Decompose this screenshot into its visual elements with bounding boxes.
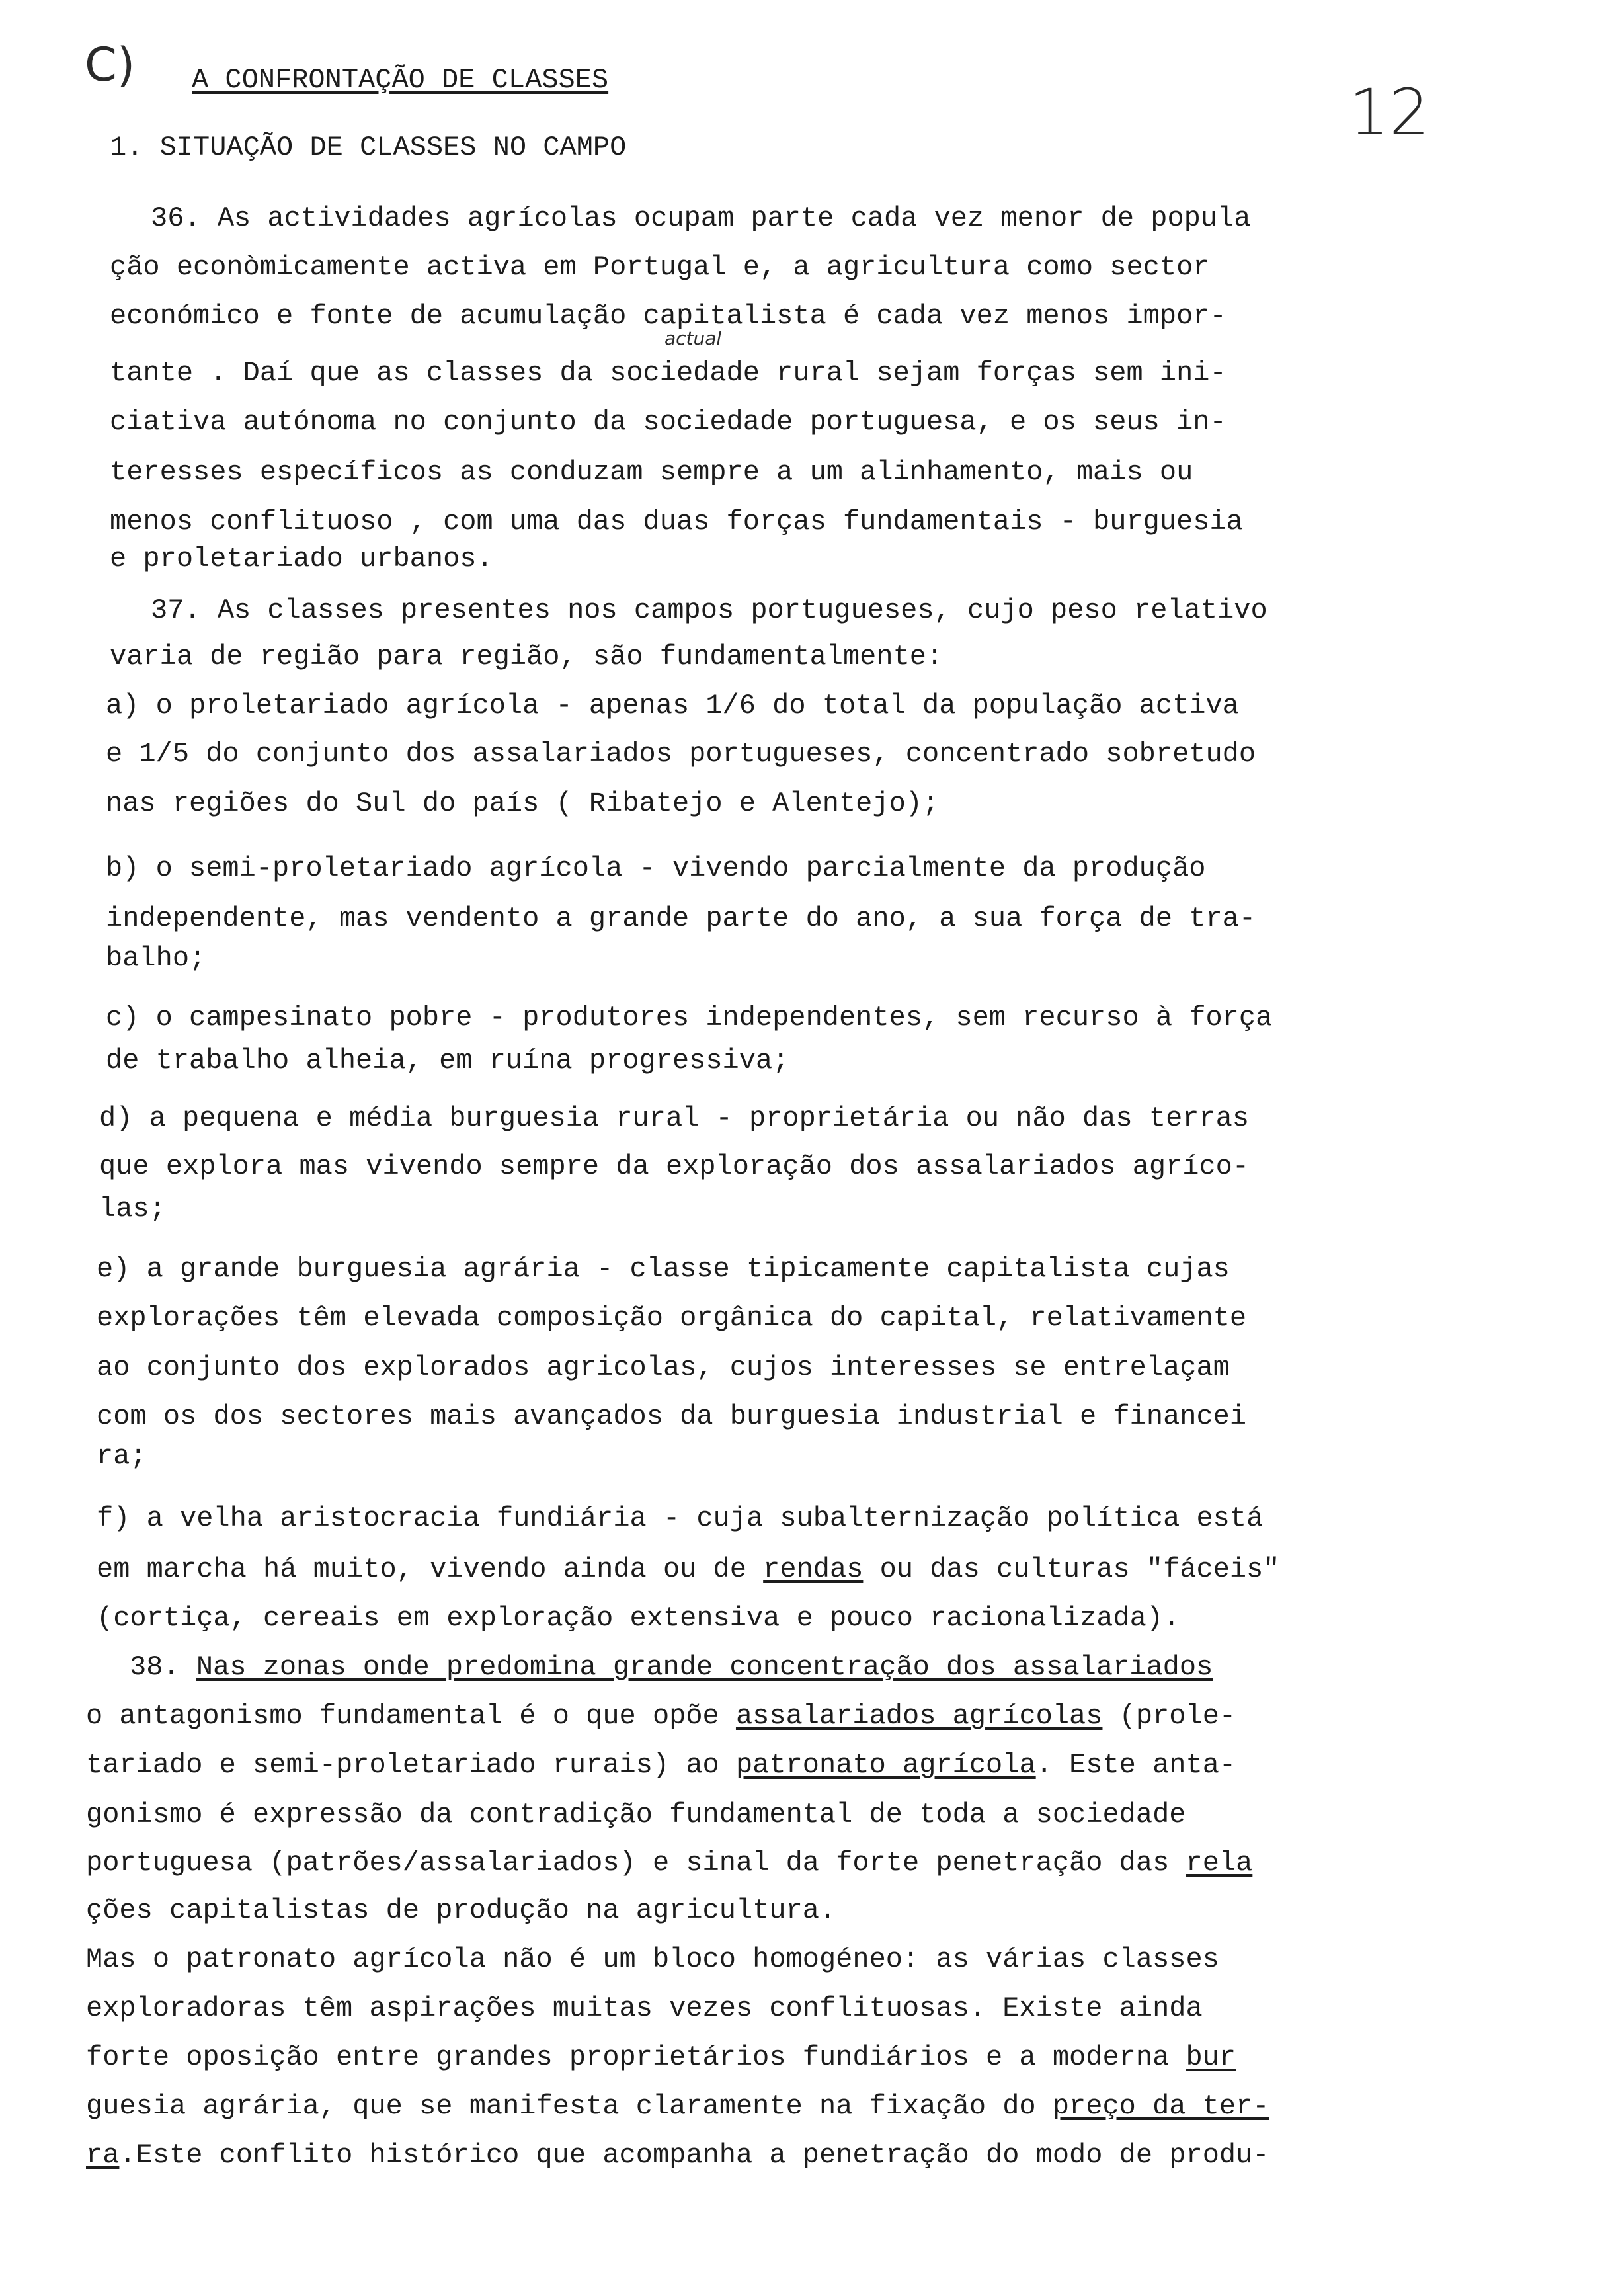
p38b-line-3: [86, 2039, 1236, 2075]
p38b-line-1: Mas o patronato agrícola não é um bloco homogéneo: as várias classes: [86, 1944, 1219, 1975]
p38-line-6: ções capitalistas de produção na agricultura.: [86, 1895, 836, 1926]
p36-line-5: ciativa autónoma no conjunto da sociedade portuguesa, e os seus in-: [110, 406, 1226, 438]
p38b-line-5: [86, 2137, 1269, 2173]
p36-line-1: 36. As actividades agrícolas ocupam parte cada vez menor de popula: [151, 202, 1251, 234]
handwritten-insertion-note: actual: [664, 327, 722, 349]
item-e-line-1: e) a grande burguesia agrária - classe tipicamente capitalista cujas: [97, 1253, 1230, 1285]
item-e-line-2: explorações têm elevada composição orgânica do capital, relativamente: [97, 1302, 1247, 1334]
underlined-rendas: rendas: [763, 1553, 864, 1585]
section-title: A CONFRONTAÇÃO DE CLASSES: [192, 64, 609, 96]
p38-number: 38.: [130, 1651, 196, 1683]
underlined-assalariados-agricolas: assalariados agrícolas: [735, 1700, 1103, 1732]
p38-line-4: gonismo é expressão da contradição fundamental de toda a sociedade: [86, 1799, 1186, 1830]
item-a-line-2: e 1/5 do conjunto dos assalariados portugueses, concentrado sobretudo: [106, 738, 1256, 770]
p36-line-7: menos conflituoso , com uma das duas forças fundamentais - burguesia: [110, 506, 1243, 538]
item-d-line-1: d) a pequena e média burguesia rural - proprietária ou não das terras: [99, 1102, 1250, 1134]
p38-underlined-clause: Nas zonas onde predomina grande concentração dos assalariados: [196, 1651, 1213, 1683]
underlined-preco-da-terra: preço da ter-: [1052, 2090, 1269, 2122]
p38b-line-2: exploradoras têm aspirações muitas vezes conflituosas. Existe ainda: [86, 1992, 1203, 2024]
p38-line-2-post: (prole-: [1102, 1700, 1236, 1732]
item-b-line-1: b) o semi-proletariado agrícola - vivendo parcialmente da produção: [106, 852, 1206, 884]
item-f-line-2: [97, 1551, 1280, 1587]
p36-line-4: tante . Daí que as classes da sociedade rural sejam forças sem ini-: [110, 357, 1226, 389]
item-b-line-3: balho;: [106, 942, 206, 974]
item-e-line-4: com os dos sectores mais avançados da burguesia industrial e financei: [97, 1401, 1247, 1432]
item-f-line-2-pre: em marcha há muito, vivendo ainda ou de: [97, 1553, 764, 1585]
p36-line-6: teresses específicos as conduzam sempre a um alinhamento, mais ou: [110, 456, 1193, 488]
p37-line-2: varia de região para região, são fundamentalmente:: [110, 641, 944, 673]
p38-line-2: [86, 1698, 1236, 1734]
item-e-line-3: ao conjunto dos explorados agricolas, cujos interesses se entrelaçam: [97, 1352, 1230, 1383]
underlined-bur: bur: [1186, 2041, 1236, 2073]
p38-line-3-post: . Este anta-: [1035, 1749, 1236, 1781]
p38-line-3-pre: tariado e semi-proletariado rurais) ao: [86, 1749, 736, 1781]
p36-line-2: ção econòmicamente activa em Portugal e, a agricultura como sector: [110, 251, 1210, 283]
p38b-line-3-pre: forte oposição entre grandes proprietários fundiários e a moderna: [86, 2041, 1186, 2073]
item-e-line-5: ra;: [97, 1440, 147, 1472]
item-c-line-2: de trabalho alheia, em ruína progressiva;: [106, 1045, 789, 1077]
p38-line-2-pre: o antagonismo fundamental é o que opõe: [86, 1700, 736, 1732]
underlined-patronato-agricola: patronato agrícola: [735, 1749, 1036, 1781]
subsection-title: 1. SITUAÇÃO DE CLASSES NO CAMPO: [110, 132, 627, 163]
p37-line-1: 37. As classes presentes nos campos portugueses, cujo peso relativo: [151, 594, 1267, 626]
page-number: 12: [1349, 75, 1430, 149]
p36-line-3: económico e fonte de acumulação capitalista é cada vez menos impor-: [110, 300, 1226, 332]
p38-line-1: [130, 1649, 1213, 1685]
item-d-line-2: que explora mas vivendo sempre da exploração dos assalariados agríco-: [99, 1151, 1250, 1182]
p38-line-3: [86, 1747, 1236, 1783]
p36-line-8: e proletariado urbanos.: [110, 543, 493, 575]
item-f-line-3: (cortiça, cereais em exploração extensiva e pouco racionalizada).: [97, 1602, 1180, 1634]
underlined-ra: ra: [86, 2139, 120, 2171]
p38b-line-4-pre: guesia agrária, que se manifesta claramente na fixação do: [86, 2090, 1053, 2122]
item-f-line-2-post: ou das culturas "fáceis": [863, 1553, 1280, 1585]
underlined-rela: rela: [1186, 1847, 1253, 1879]
item-f-line-1: f) a velha aristocracia fundiária - cuja subalternização política está: [97, 1502, 1264, 1534]
item-a-line-3: nas regiões do Sul do país ( Ribatejo e Alentejo);: [106, 788, 940, 819]
section-mark: C): [85, 38, 136, 92]
item-b-line-2: independente, mas vendento a grande parte do ano, a sua força de tra-: [106, 903, 1256, 934]
p38-line-5: [86, 1845, 1252, 1881]
p38-line-5-pre: portuguesa (patrões/assalariados) e sinal da forte penetração das: [86, 1847, 1186, 1879]
item-c-line-1: c) o campesinato pobre - produtores independentes, sem recurso à força: [106, 1002, 1273, 1034]
item-a-line-1: a) o proletariado agrícola - apenas 1/6 do total da população activa: [106, 690, 1239, 721]
item-d-line-3: las;: [99, 1193, 166, 1225]
p38b-line-4: [86, 2088, 1269, 2124]
p38b-line-5-post: .Este conflito histórico que acompanha a penetração do modo de produ-: [119, 2139, 1269, 2171]
